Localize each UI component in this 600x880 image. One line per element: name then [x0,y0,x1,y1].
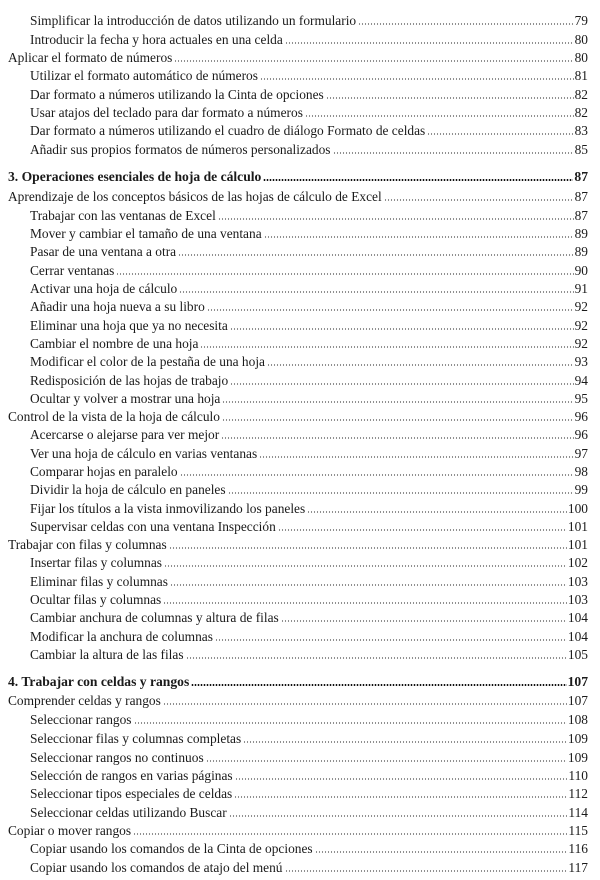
dot-leader [358,23,573,25]
toc-subsection-entry [30,424,588,442]
dot-leader [186,657,567,659]
dot-leader [222,401,573,403]
toc-subsection-entry [30,65,588,83]
toc-subsection-entry [30,552,588,570]
dot-leader [307,511,567,513]
toc-page-number: 80 [574,50,588,65]
toc-entry-title: Ver una hoja de cálculo en varias ventanas [30,446,258,461]
dot-leader [207,309,574,311]
toc-entry-title: Activar una hoja de cálculo [30,281,178,296]
toc-subsection-entry [30,838,588,856]
toc-entry-title: Utilizar el formato automático de números [30,68,258,83]
toc-page-number: 114 [568,805,588,820]
toc-section-entry [8,406,588,424]
dot-leader [278,529,567,531]
toc-page-number: 82 [574,87,588,102]
toc-entry-title: Pasar de una ventana a otra [30,244,177,259]
dot-leader [267,364,574,366]
toc-subsection-entry [30,223,588,241]
toc-page-number: 93 [574,354,588,369]
toc-page-number: 92 [574,318,588,333]
dot-leader [200,346,573,348]
toc-entry-title: Ocultar filas y columnas [30,592,162,607]
toc-entry-title: Control de la vista de la hoja de cálculo [8,409,220,424]
toc-section-entry [8,690,588,708]
toc-page-number: 87 [574,189,588,204]
toc-subsection-entry [30,516,588,534]
dot-leader [235,778,568,780]
toc-subsection-entry [30,241,588,259]
dot-leader [164,565,567,567]
toc-page-number: 96 [574,409,588,424]
toc-page-number: 91 [574,281,588,296]
toc-page-number: 102 [567,555,588,570]
toc-section-entry [8,820,588,838]
dot-leader [170,584,567,586]
toc-entry-title: Cambiar el nombre de una hoja [30,336,199,351]
toc-page-number: 99 [574,482,588,497]
toc-entry-title: Copiar usando los comandos de la Cinta de opciones [30,841,313,856]
dot-leader [243,741,567,743]
toc-page-number: 92 [574,299,588,314]
toc-page-number: 117 [568,860,588,875]
toc-subsection-entry [30,315,588,333]
dot-leader [228,492,574,494]
toc-subsection-entry [30,709,588,727]
toc-subsection-entry [30,333,588,351]
toc-subsection-entry [30,626,588,644]
toc-page-number: 81 [574,68,588,83]
dot-leader [174,60,573,62]
toc-entry-title: Añadir una hoja nueva a su libro [30,299,205,314]
dot-leader [285,42,574,44]
toc-page-number: 87 [574,169,588,184]
toc-section-entry [8,186,588,204]
dot-leader [326,97,574,99]
toc-subsection-entry [30,607,588,625]
dot-leader [263,179,573,181]
dot-leader [178,254,573,256]
dot-leader [222,419,574,421]
toc-page-number: 90 [574,263,588,278]
toc-page-number: 89 [574,244,588,259]
toc-subsection-entry [30,84,588,102]
toc-subsection-entry [30,765,588,783]
toc-entry-title: Copiar o mover rangos [8,823,132,838]
toc-page-number: 103 [567,592,588,607]
toc-entry-title: Dividir la hoja de cálculo en paneles [30,482,226,497]
toc-subsection-entry [30,728,588,746]
dot-leader [281,620,567,622]
dot-leader [229,815,568,817]
toc-entry-title: Seleccionar celdas utilizando Buscar [30,805,227,820]
toc-entry-title: Cambiar anchura de columnas y altura de filas [30,610,279,625]
toc-page-number: 94 [574,373,588,388]
toc-subsection-entry [30,388,588,406]
toc-section-entry [8,534,588,552]
toc-subsection-entry [30,205,588,223]
dot-leader [259,456,573,458]
toc-entry-title: Cerrar ventanas [30,263,115,278]
toc-page-number: 79 [574,13,588,28]
toc-page-number: 96 [574,427,588,442]
toc-page-number: 110 [568,768,588,783]
toc-subsection-entry [30,120,588,138]
toc-entry-title: Fijar los títulos a la vista inmovilizando los paneles [30,501,306,516]
toc-subsection-entry [30,278,588,296]
toc-page-number: 95 [574,391,588,406]
toc-subsection-entry [30,443,588,461]
toc-page-number: 104 [567,610,588,625]
toc-subsection-entry [30,351,588,369]
dot-leader [234,796,567,798]
toc-entry-title: Seleccionar rangos [30,712,132,727]
toc-entry-title: Usar atajos del teclado para dar formato a números [30,105,303,120]
toc-chapter-entry [8,671,588,689]
dot-leader [191,684,566,686]
toc-page-number: 82 [574,105,588,120]
toc-subsection-entry [30,102,588,120]
toc-subsection-entry [30,461,588,479]
dot-leader [215,639,567,641]
toc-page-number: 112 [568,786,588,801]
toc-page-number: 97 [574,446,588,461]
dot-leader [230,383,573,385]
dot-leader [427,133,573,135]
toc-subsection-entry [30,857,588,875]
dot-leader [163,703,567,705]
toc-entry-title: Introducir la fecha y hora actuales en una celda [30,32,283,47]
dot-leader [169,547,567,549]
toc-subsection-entry [30,260,588,278]
toc-page-number: 101 [567,537,588,552]
toc-subsection-entry [30,589,588,607]
toc-page-number: 115 [568,823,588,838]
toc-page-number: 92 [574,336,588,351]
toc-page-number: 80 [574,32,588,47]
toc-entry-title: Trabajar con las ventanas de Excel [30,208,216,223]
toc-entry-title: Eliminar filas y columnas [30,574,168,589]
dot-leader [163,602,567,604]
toc-entry-title: Modificar la anchura de columnas [30,629,213,644]
toc-entry-title: Acercarse o alejarse para ver mejor [30,427,220,442]
toc-subsection-entry [30,29,588,47]
toc-page-number: 116 [568,841,588,856]
dot-leader [221,437,573,439]
toc-chapter-entry [8,166,588,184]
toc-page-number: 98 [574,464,588,479]
toc-subsection-entry [30,10,588,28]
dot-leader [116,273,573,275]
toc-entry-title: Ocultar y volver a mostrar una hoja [30,391,221,406]
toc-entry-title: Comprender celdas y rangos [8,693,161,708]
toc-entry-title: 3. Operaciones esenciales de hoja de cálculo [8,169,262,184]
toc-entry-title: Cambiar la altura de las filas [30,647,184,662]
toc-entry-title: Mover y cambiar el tamaño de una ventana [30,226,262,241]
toc-subsection-entry [30,296,588,314]
toc-subsection-entry [30,370,588,388]
toc-page-number: 103 [567,574,588,589]
dot-leader [285,870,568,872]
toc-entry-title: Seleccionar tipos especiales de celdas [30,786,233,801]
toc-entry-title: Selección de rangos en varias páginas [30,768,233,783]
toc-page-number: 101 [567,519,588,534]
dot-leader [180,474,574,476]
dot-leader [230,328,574,330]
toc-subsection-entry [30,479,588,497]
toc-subsection-entry [30,644,588,662]
toc-page-number: 107 [567,674,588,689]
dot-leader [218,218,574,220]
dot-leader [264,236,574,238]
toc-subsection-entry [30,802,588,820]
dot-leader [305,115,574,117]
toc-entry-title: Seleccionar rangos no continuos [30,750,204,765]
dot-leader [134,722,567,724]
toc-entry-title: Simplificar la introducción de datos utilizando un formulario [30,13,357,28]
toc-entry-title: Copiar usando los comandos de atajo del menú [30,860,283,875]
dot-leader [260,78,574,80]
toc-subsection-entry [30,498,588,516]
dot-leader [179,291,573,293]
toc-page-number: 109 [567,731,588,746]
toc-page-number: 100 [567,501,588,516]
toc-entry-title: Insertar filas y columnas [30,555,163,570]
dot-leader [206,760,567,762]
toc-subsection-entry [30,139,588,157]
toc-entry-title: Modificar el color de la pestaña de una hoja [30,354,265,369]
toc-entry-title: Supervisar celdas con una ventana Inspección [30,519,276,534]
toc-page-number: 105 [567,647,588,662]
dot-leader [333,152,574,154]
toc-page-number: 104 [567,629,588,644]
toc-entry-title: Comparar hojas en paralelo [30,464,178,479]
toc-page-number: 89 [574,226,588,241]
toc-entry-title: Aprendizaje de los conceptos básicos de las hojas de cálculo de Excel [8,189,382,204]
toc-entry-title: Seleccionar filas y columnas completas [30,731,242,746]
toc-entry-title: Dar formato a números utilizando la Cinta de opciones [30,87,324,102]
toc-page-number: 83 [574,123,588,138]
toc-page-number: 87 [574,208,588,223]
toc-entry-title: Redisposición de las hojas de trabajo [30,373,229,388]
dot-leader [384,199,574,201]
toc-page-number: 109 [567,750,588,765]
toc-entry-title: Trabajar con filas y columnas [8,537,167,552]
toc-entry-title: Eliminar una hoja que ya no necesita [30,318,228,333]
dot-leader [315,851,568,853]
toc-page-number: 85 [574,142,588,157]
toc-section-entry [8,47,588,65]
toc-entry-title: 4. Trabajar con celdas y rangos [8,674,190,689]
toc-entry-title: Añadir sus propios formatos de números personalizados [30,142,331,157]
toc-entry-title: Dar formato a números utilizando el cuadro de diálogo Formato de celdas [30,123,426,138]
toc-page-number: 108 [567,712,588,727]
toc-subsection-entry [30,783,588,801]
toc-page-number: 107 [567,693,588,708]
toc-entry-title: Aplicar el formato de números [8,50,173,65]
dot-leader [133,833,567,835]
toc-subsection-entry [30,747,588,765]
toc-subsection-entry [30,571,588,589]
